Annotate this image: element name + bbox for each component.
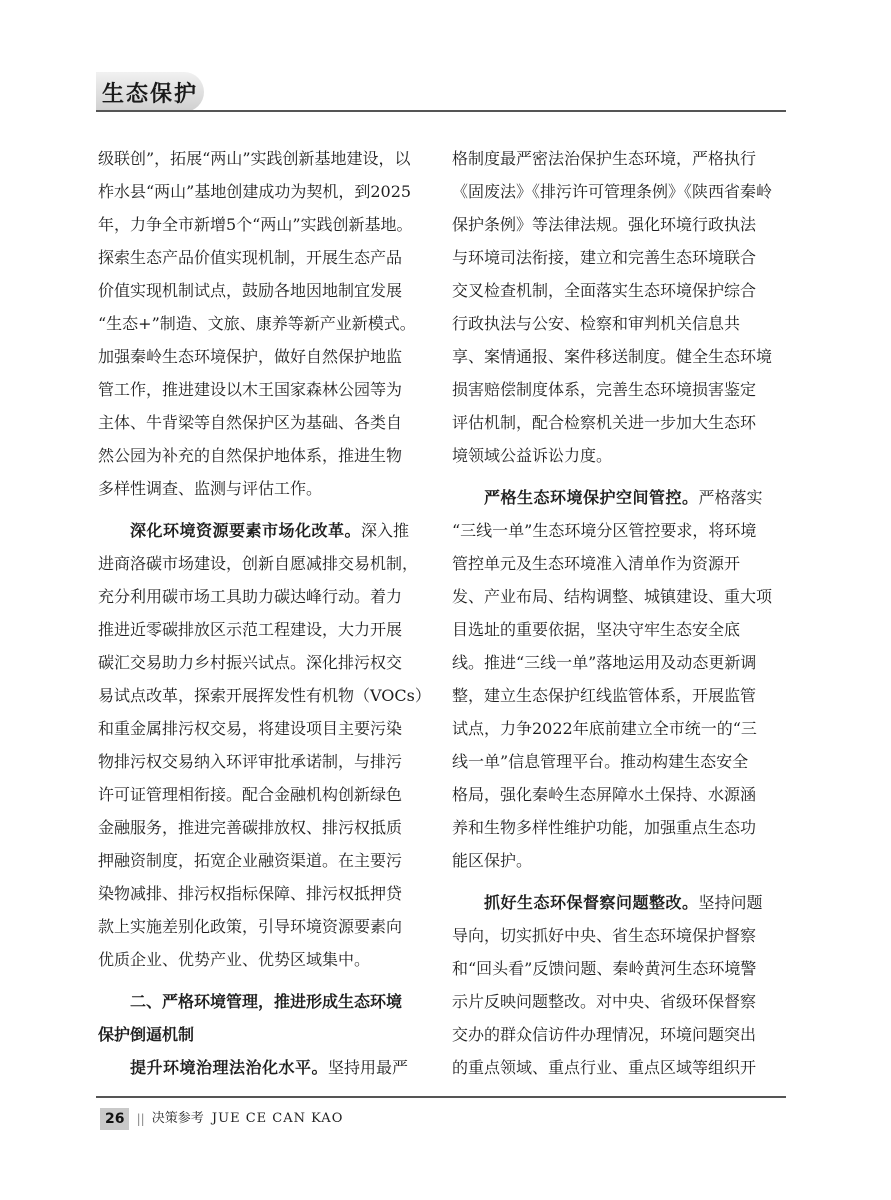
text-line: 和“回头看”反馈问题、秦岭黄河生态环境警 xyxy=(452,959,757,978)
text-line: “三线一单”生态环境分区管控要求，将环境 xyxy=(452,521,757,540)
text-line: 导向，切实抓好中央、省生态环境保护督察 xyxy=(452,926,757,945)
section-title: 生态保护 xyxy=(102,82,199,107)
text-run: 坚持用最严 xyxy=(328,1058,409,1077)
text-line: 行政执法与公安、检察和审判机关信息共 xyxy=(452,314,741,333)
text-line: 能区保护。 xyxy=(452,851,533,870)
text-line: 损害赔偿制度体系，完善生态环境损害鉴定 xyxy=(452,380,757,399)
text-line: 目选址的重要依据，坚决守牢生态安全底 xyxy=(452,620,741,639)
text-line: 金融服务，推进完善碳排放权、排污权抵质 xyxy=(98,818,403,837)
paragraph-lead: 严格生态环境保护空间管控。 xyxy=(484,488,699,507)
text-line: 充分利用碳市场工具助力碳达峰行动。着力 xyxy=(98,587,403,606)
text-line: 格制度最严密法治保护生态环境，严格执行 xyxy=(452,149,757,168)
text-line: 享、案情通报、案件移送制度。健全生态环境 xyxy=(452,347,773,366)
text-run: 坚持问题 xyxy=(698,893,763,912)
text-line: 和重金属排污权交易，将建设项目主要污染 xyxy=(98,719,403,738)
text-line: “生态+”制造、文旅、康养等新产业新模式。 xyxy=(98,314,416,333)
text-line: 优质企业、优势产业、优势区域集中。 xyxy=(98,950,371,969)
text-line: 交叉检查机制，全面落实生态环境保护综合 xyxy=(452,281,757,300)
text-line: 然公园为补充的自然保护地体系，推进生物 xyxy=(98,446,403,465)
text-line: 级联创”，拓展“两山”实践创新基地建设，以 xyxy=(98,149,411,168)
text-line: 线一单”信息管理平台。推动构建生态安全 xyxy=(452,752,749,771)
text-line: 交办的群众信访件办理情况，环境问题突出 xyxy=(452,1025,757,1044)
text-line xyxy=(452,886,782,919)
text-line: 进商洛碳市场建设，创新自愿减排交易机制， xyxy=(98,554,419,573)
text-line: 保护条例》等法律法规。强化环境行政执法 xyxy=(452,215,757,234)
text-line: 柞水县“两山”基地创建成功为契机，到2025 xyxy=(98,182,412,201)
text-line: 管控单元及生态环境准入清单作为资源开 xyxy=(452,554,741,573)
paragraph-lead: 深化环境资源要素市场化改革。 xyxy=(130,521,362,540)
text-line: 押融资制度，拓宽企业融资渠道。在主要污 xyxy=(98,851,403,870)
text-line: 评估机制，配合检察机关进一步加大生态环 xyxy=(452,413,757,432)
paragraph xyxy=(98,514,431,976)
heading-line: 保护倒逼机制 xyxy=(98,1025,195,1044)
text-line: 示片反映问题整改。对中央、省级环保督察 xyxy=(452,992,757,1011)
paragraph xyxy=(452,142,782,472)
header-rule xyxy=(96,110,786,112)
text-line: 《固废法》《排污许可管理条例》《陕西省秦岭 xyxy=(452,182,773,201)
text-line: 碳汇交易助力乡村振兴试点。深化排污权交 xyxy=(98,653,403,672)
text-line: 主体、牛背梁等自然保护区为基础、各类自 xyxy=(98,413,403,432)
text-line: 年，力争全市新增5个“两山”实践创新基地。 xyxy=(98,215,413,234)
paragraph xyxy=(452,481,782,877)
text-line: 染物减排、排污权指标保障、排污权抵押贷 xyxy=(98,884,403,903)
page-footer xyxy=(100,1108,343,1132)
footer-rule xyxy=(96,1096,786,1098)
text-line xyxy=(452,481,782,514)
text-line: 多样性调查、监测与评估工作。 xyxy=(98,479,323,498)
text-line xyxy=(98,514,428,547)
text-line: 款上实施差别化政策，引导环境资源要素向 xyxy=(98,917,403,936)
section-heading xyxy=(98,985,428,1051)
section-tab xyxy=(96,72,204,112)
text-line: 整，建立生态保护红线监管体系，开展监管 xyxy=(452,686,757,705)
text-line: 许可证管理相衔接。配合金融机构创新绿色 xyxy=(98,785,403,804)
text-line: 境领域公益诉讼力度。 xyxy=(452,446,613,465)
text-line xyxy=(98,1051,428,1084)
journal-name xyxy=(152,1108,344,1130)
right-column xyxy=(452,142,782,1084)
text-line: 发、产业布局、结构调整、城镇建设、重大项 xyxy=(452,587,773,606)
text-run: 深入推 xyxy=(361,521,410,540)
text-line: 管工作，推进建设以木王国家森林公园等为 xyxy=(98,380,403,399)
text-line: 探索生态产品价值实现机制，开展生态产品 xyxy=(98,248,403,267)
text-line: 易试点改革，探索开展挥发性有机物（VOCs） xyxy=(98,686,431,705)
text-line: 试点，力争2022年底前建立全市统一的“三 xyxy=(452,719,757,738)
text-line: 加强秦岭生态环境保护，做好自然保护地监 xyxy=(98,347,403,366)
text-line: 格局，强化秦岭生态屏障水土保持、水源涵 xyxy=(452,785,757,804)
text-line: 与环境司法衔接，建立和完善生态环境联合 xyxy=(452,248,757,267)
text-line: 线。推进“三线一单”落地运用及动态更新调 xyxy=(452,653,757,672)
text-line: 物排污权交易纳入环评审批承诺制，与排污 xyxy=(98,752,403,771)
paragraph xyxy=(98,142,428,505)
text-line: 价值实现机制试点，鼓励各地因地制宜发展 xyxy=(98,281,403,300)
text-line: 推进近零碳排放区示范工程建设，大力开展 xyxy=(98,620,403,639)
paragraph xyxy=(452,886,782,1084)
left-column xyxy=(98,142,431,1084)
paragraph-lead: 抓好生态环保督察问题整改。 xyxy=(484,893,699,912)
text-run: 严格落实 xyxy=(698,488,763,507)
paragraph-lead: 提升环境治理法治化水平。 xyxy=(130,1058,329,1077)
page-number: 26 xyxy=(100,1108,129,1130)
footer-separator: || xyxy=(136,1112,145,1126)
page-header xyxy=(96,72,786,112)
heading-line: 二、严格环境管理，推进形成生态环境 xyxy=(130,992,403,1011)
paragraph xyxy=(98,1051,428,1084)
journal-name-cn: 决策参考 xyxy=(151,1111,204,1126)
text-line: 的重点领域、重点行业、重点区域等组织开 xyxy=(452,1058,757,1077)
journal-name-en: JUE CE CAN KAO xyxy=(211,1111,344,1126)
text-line: 养和生物多样性维护功能，加强重点生态功 xyxy=(452,818,757,837)
